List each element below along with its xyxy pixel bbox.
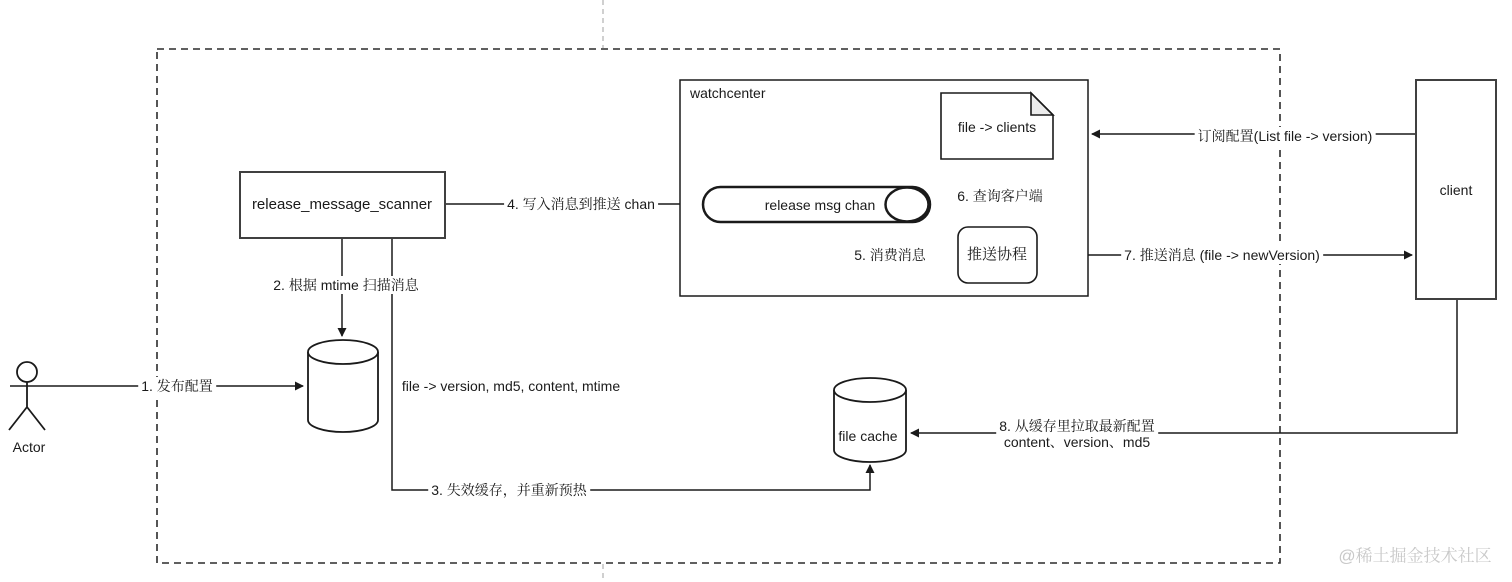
edge-8-label-line1: 8. 从缓存里拉取最新配置 [999, 418, 1155, 434]
edge-6-label: 6. 查询客户端 [954, 187, 1046, 205]
actor-label: Actor [12, 439, 46, 455]
file-clients-label: file -> clients [957, 119, 1037, 135]
edge-2-label: 2. 根据 mtime 扫描消息 [270, 276, 421, 294]
edge-5-label: 5. 消费消息 [851, 246, 929, 264]
scanner-label: release_message_scanner [251, 196, 433, 213]
watchcenter-label: watchcenter [690, 85, 766, 101]
edge-8-label [996, 418, 1158, 450]
file-cache-cylinder [834, 378, 906, 462]
release-chan-label: release msg chan [764, 197, 876, 213]
file-cache-label: file cache [838, 428, 898, 444]
edge-8-label-line2: content、version、md5 [1003, 434, 1151, 450]
edge-7-label: 7. 推送消息 (file -> newVersion) [1121, 246, 1323, 264]
watermark-text: @稀土掘金技术社区 [1338, 546, 1492, 566]
edge-3-label: 3. 失效缓存，并重新预热 [428, 481, 590, 499]
edge-subscribe-label: 订阅配置(List file -> version) [1195, 127, 1376, 145]
edge-4-label: 4. 写入消息到推送 chan [504, 195, 658, 213]
edge-8-pull-latest [911, 299, 1457, 433]
config-db-annotation: file -> version, md5, content, mtime [401, 378, 621, 394]
client-label: client [1439, 182, 1473, 198]
actor-figure [9, 362, 45, 430]
config-db-cylinder [308, 340, 378, 432]
edge-1-label: 1. 发布配置 [138, 377, 216, 395]
push-goroutine-label: 推送协程 [966, 246, 1028, 263]
